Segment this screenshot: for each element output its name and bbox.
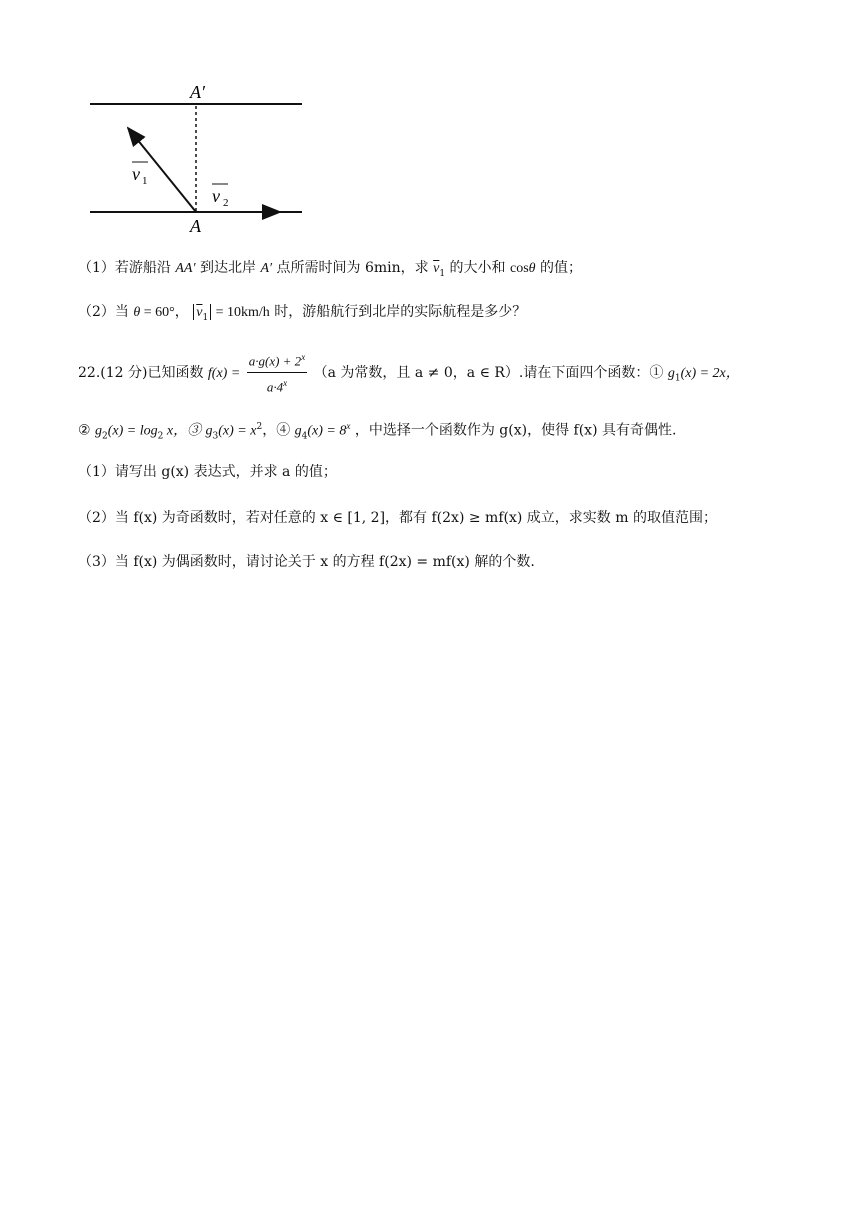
label-v2: v — [212, 186, 220, 206]
fraction: $\frac{a\cdot g(x) + 2^x}{a\cdot 4^x}$ — [247, 348, 307, 398]
label-v1-sub: 1 — [142, 175, 148, 187]
river-diagram — [80, 76, 320, 241]
q22-header: 22.(12 分)已知函数 f(x) = $\frac{a\cdot g(x) + 2^x}{a\cdot 4^x}$ （a 为常数，且 a ≠ 0，a ∈ R）.请在下面四个函数：① $g_1(x) = 2x$， — [78, 348, 740, 398]
label-a: A — [190, 216, 201, 236]
q22-part1: （1）请写出 g(x) 表达式，并求 a 的值； — [78, 464, 337, 480]
label-a-prime: A′ — [190, 82, 205, 102]
q22-part2: （2）当 f(x) 为奇函数时，若对任意的 x ∈ [1, 2]，都有 f(2x) ≥ mf(x) 成立，求实数 m 的取值范围； — [78, 510, 717, 526]
q21-part2: （2）当 θ = 60°， $\overline{v}_1 = 10km/h$ 时，游船航行到北岸的实际航程是多少？ — [78, 304, 527, 323]
q22-part3: （3）当 f(x) 为偶函数时，请讨论关于 x 的方程 f(2x) = mf(x) 解的个数. — [78, 554, 535, 570]
q22-options: ② $g_2(x) = \log_2 x$，③ $g_3(x) = x^2$，④ $g_4(x) = 8^x$ ，中选择一个函数作为 g(x)，使得 f(x) 具有奇偶性. — [78, 421, 677, 442]
label-v1: v — [132, 164, 140, 184]
q21-part1: （1）若游船沿 AA′ 到达北岸 A′ 点所需时间为 6min，求 $\overline{v}_1$ 的大小和 cosθ 的值； — [78, 260, 582, 279]
label-v2-sub: 2 — [223, 197, 229, 209]
